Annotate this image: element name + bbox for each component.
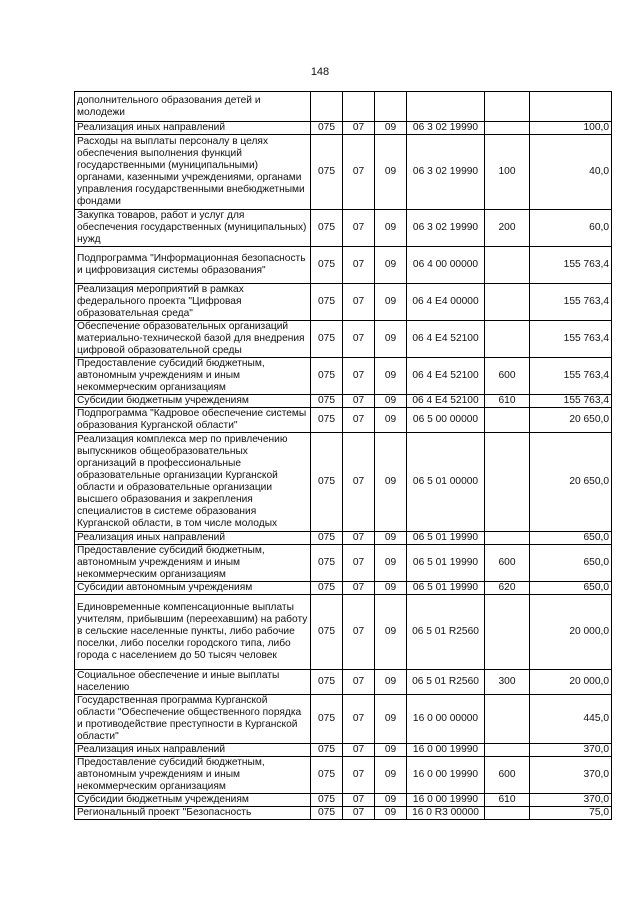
row-target-article-cell: 06 4 E4 00000 [407,284,485,321]
row-amount-cell: 60,0 [530,210,612,247]
table-row [75,247,612,284]
row-subsection-cell: 09 [375,395,407,408]
row-expense-type-cell [485,408,530,433]
row-admin-code-cell: 075 [311,670,343,695]
row-expense-type-cell [485,247,530,284]
table-row [75,433,612,532]
row-admin-code-cell: 075 [311,135,343,210]
row-name-cell: Расходы на выплаты персоналу в целях обеспечения выполнения функций государственными (муниципальными) органами, казенными учреждениями, органами управления государственными внебюджетными фондами [75,135,311,210]
table-row [75,284,612,321]
row-subsection-cell: 09 [375,122,407,135]
row-expense-type-cell: 610 [485,395,530,408]
row-expense-type-cell: 100 [485,135,530,210]
row-admin-code-cell: 075 [311,595,343,670]
row-name-cell: Реализация комплекса мер по привлечению выпускников общеобразовательных организаций в профессиональные образовательные организации Курганской области и образовательные организации высшего образования и закрепления специалистов в системе образования Курганской области, в том числе молодых [75,433,311,532]
row-subsection-cell: 09 [375,135,407,210]
row-admin-code-cell: 075 [311,695,343,744]
row-admin-code-cell: 075 [311,794,343,807]
row-amount-cell: 155 763,4 [530,358,612,395]
row-section-cell: 07 [343,210,375,247]
row-expense-type-cell [485,92,530,122]
row-target-article-cell: 06 5 01 R2560 [407,595,485,670]
row-name-cell: Государственная программа Курганской области "Обеспечение общественного порядка и противодействие преступности в Курганской области" [75,695,311,744]
row-name-cell: Социальное обеспечение и иные выплаты населению [75,670,311,695]
row-expense-type-cell [485,433,530,532]
row-subsection-cell: 09 [375,670,407,695]
row-subsection-cell: 09 [375,595,407,670]
row-target-article-cell: 06 4 E4 52100 [407,358,485,395]
row-admin-code-cell: 075 [311,358,343,395]
row-section-cell: 07 [343,395,375,408]
row-name-cell: Обеспечение образовательных организаций материально-технической базой для внедрения цифровой образовательной среды [75,321,311,358]
row-name-cell: Закупка товаров, работ и услуг для обеспечения государственных (муниципальных) нужд [75,210,311,247]
row-section-cell: 07 [343,595,375,670]
row-name-cell: Реализация мероприятий в рамках федерального проекта "Цифровая образовательная среда" [75,284,311,321]
table-row [75,670,612,695]
page-number: 148 [310,66,330,78]
row-target-article-cell: 06 4 E4 52100 [407,395,485,408]
table-row [75,582,612,595]
row-section-cell: 07 [343,807,375,820]
row-amount-cell: 155 763,4 [530,284,612,321]
row-admin-code-cell [311,92,343,122]
row-subsection-cell: 09 [375,210,407,247]
row-target-article-cell: 06 5 01 19990 [407,532,485,545]
row-name-cell: Субсидии бюджетным учреждениям [75,794,311,807]
row-admin-code-cell: 075 [311,408,343,433]
row-target-article-cell: 06 3 02 19990 [407,210,485,247]
row-expense-type-cell [485,122,530,135]
row-section-cell: 07 [343,321,375,358]
table-row [75,135,612,210]
row-section-cell [343,92,375,122]
row-subsection-cell: 09 [375,532,407,545]
table-row [75,92,612,122]
row-section-cell: 07 [343,757,375,794]
row-expense-type-cell [485,807,530,820]
row-subsection-cell: 09 [375,807,407,820]
row-section-cell: 07 [343,358,375,395]
row-section-cell: 07 [343,744,375,757]
row-subsection-cell [375,92,407,122]
row-amount-cell [530,92,612,122]
row-section-cell: 07 [343,408,375,433]
row-target-article-cell: 06 5 01 R2560 [407,670,485,695]
row-name-cell: Субсидии бюджетным учреждениям [75,395,311,408]
row-section-cell: 07 [343,284,375,321]
table-row [75,321,612,358]
row-admin-code-cell: 075 [311,433,343,532]
row-section-cell: 07 [343,532,375,545]
row-section-cell: 07 [343,545,375,582]
row-target-article-cell: 06 5 01 00000 [407,433,485,532]
row-amount-cell: 650,0 [530,582,612,595]
table-row [75,744,612,757]
table-row [75,794,612,807]
row-name-cell: Субсидии автономным учреждениям [75,582,311,595]
row-section-cell: 07 [343,247,375,284]
row-amount-cell: 445,0 [530,695,612,744]
row-expense-type-cell: 600 [485,757,530,794]
row-admin-code-cell: 075 [311,395,343,408]
row-admin-code-cell: 075 [311,284,343,321]
row-amount-cell: 75,0 [530,807,612,820]
row-expense-type-cell [485,695,530,744]
row-amount-cell: 650,0 [530,532,612,545]
row-target-article-cell: 16 0 00 19990 [407,794,485,807]
row-target-article-cell: 16 0 00 19990 [407,744,485,757]
row-amount-cell: 650,0 [530,545,612,582]
table-row [75,807,612,820]
row-admin-code-cell: 075 [311,757,343,794]
row-target-article-cell: 06 5 00 00000 [407,408,485,433]
row-expense-type-cell [485,321,530,358]
row-expense-type-cell [485,744,530,757]
table-row [75,408,612,433]
row-admin-code-cell: 075 [311,545,343,582]
row-admin-code-cell: 075 [311,532,343,545]
row-amount-cell: 40,0 [530,135,612,210]
row-section-cell: 07 [343,433,375,532]
row-amount-cell: 155 763,4 [530,247,612,284]
table-row [75,532,612,545]
row-amount-cell: 370,0 [530,794,612,807]
row-target-article-cell: 16 0 00 00000 [407,695,485,744]
table-row [75,358,612,395]
table-row [75,122,612,135]
row-admin-code-cell: 075 [311,807,343,820]
row-section-cell: 07 [343,670,375,695]
row-admin-code-cell: 075 [311,210,343,247]
row-name-cell: Реализация иных направлений [75,122,311,135]
row-admin-code-cell: 075 [311,122,343,135]
table-row [75,210,612,247]
row-subsection-cell: 09 [375,582,407,595]
row-amount-cell: 100,0 [530,122,612,135]
row-expense-type-cell [485,284,530,321]
row-expense-type-cell [485,595,530,670]
row-amount-cell: 20 650,0 [530,408,612,433]
row-expense-type-cell: 620 [485,582,530,595]
row-expense-type-cell [485,532,530,545]
table-row [75,395,612,408]
row-target-article-cell: 16 0 00 19990 [407,757,485,794]
row-target-article-cell: 06 4 E4 52100 [407,321,485,358]
row-subsection-cell: 09 [375,695,407,744]
row-subsection-cell: 09 [375,284,407,321]
row-name-cell: Единовременные компенсационные выплаты учителям, прибывшим (переехавшим) на работу в сельские населенные пункты, либо рабочие поселки, либо поселки городского типа, либо города с населением до 50 тысяч человек [75,595,311,670]
row-subsection-cell: 09 [375,358,407,395]
row-subsection-cell: 09 [375,757,407,794]
row-target-article-cell: 06 4 00 00000 [407,247,485,284]
row-expense-type-cell: 610 [485,794,530,807]
row-section-cell: 07 [343,794,375,807]
row-section-cell: 07 [343,135,375,210]
row-subsection-cell: 09 [375,321,407,358]
row-subsection-cell: 09 [375,433,407,532]
row-subsection-cell: 09 [375,247,407,284]
table-row [75,695,612,744]
row-admin-code-cell: 075 [311,321,343,358]
row-amount-cell: 20 000,0 [530,670,612,695]
row-amount-cell: 20 000,0 [530,595,612,670]
row-amount-cell: 20 650,0 [530,433,612,532]
row-target-article-cell: 16 0 R3 00000 [407,807,485,820]
row-name-cell: Региональный проект "Безопасность [75,807,311,820]
row-name-cell: Реализация иных направлений [75,532,311,545]
row-name-cell: Предоставление субсидий бюджетным, автономным учреждениям и иным некоммерческим организациям [75,545,311,582]
row-expense-type-cell: 600 [485,358,530,395]
row-admin-code-cell: 075 [311,744,343,757]
row-target-article-cell: 06 5 01 19990 [407,582,485,595]
budget-table [74,91,612,820]
row-admin-code-cell: 075 [311,582,343,595]
row-name-cell: Реализация иных направлений [75,744,311,757]
row-amount-cell: 370,0 [530,757,612,794]
row-expense-type-cell: 600 [485,545,530,582]
table-row [75,545,612,582]
row-subsection-cell: 09 [375,545,407,582]
row-target-article-cell: 06 3 02 19990 [407,135,485,210]
row-subsection-cell: 09 [375,408,407,433]
table-row [75,595,612,670]
row-section-cell: 07 [343,582,375,595]
row-expense-type-cell: 200 [485,210,530,247]
table-row [75,757,612,794]
row-subsection-cell: 09 [375,744,407,757]
row-name-cell: дополнительного образования детей и молодежи [75,92,311,122]
row-name-cell: Предоставление субсидий бюджетным, автономным учреждениям и иным некоммерческим организациям [75,358,311,395]
row-amount-cell: 155 763,4 [530,321,612,358]
row-target-article-cell: 06 5 01 19990 [407,545,485,582]
row-amount-cell: 155 763,4 [530,395,612,408]
row-amount-cell: 370,0 [530,744,612,757]
row-section-cell: 07 [343,695,375,744]
row-target-article-cell [407,92,485,122]
row-target-article-cell: 06 3 02 19990 [407,122,485,135]
row-name-cell: Подпрограмма "Кадровое обеспечение системы образования Курганской области" [75,408,311,433]
row-name-cell: Подпрограмма "Информационная безопасность и цифровизация системы образования" [75,247,311,284]
row-admin-code-cell: 075 [311,247,343,284]
row-name-cell: Предоставление субсидий бюджетным, автономным учреждениям и иным некоммерческим организациям [75,757,311,794]
row-expense-type-cell: 300 [485,670,530,695]
row-section-cell: 07 [343,122,375,135]
row-subsection-cell: 09 [375,794,407,807]
